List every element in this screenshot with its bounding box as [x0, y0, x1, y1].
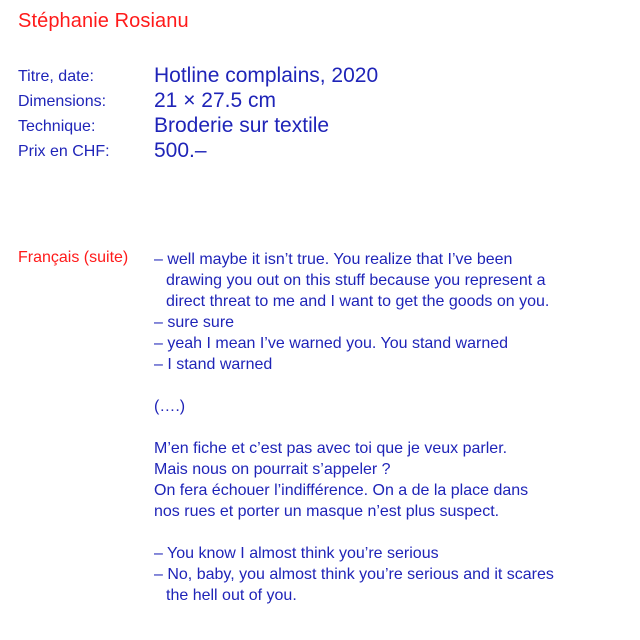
text-line: direct threat to me and I want to get the goods on you.: [166, 293, 550, 310]
spacer: [154, 375, 624, 396]
text-line: – You know I almost think you’re serious: [154, 545, 439, 562]
detail-value: 500.–: [154, 139, 207, 162]
text-line: nos rues et porter un masque n’est plus suspect.: [154, 503, 500, 520]
section-label: Français (suite): [18, 249, 129, 266]
text-line: drawing you out on this stuff because you represent a: [166, 272, 546, 289]
spacer: [154, 522, 624, 543]
text-line: (….): [154, 398, 186, 415]
artist-name: Stéphanie Rosianu: [18, 10, 189, 32]
spacer: [154, 417, 624, 438]
detail-value: 21 × 27.5 cm: [154, 89, 276, 112]
detail-label: Dimensions:: [18, 93, 107, 110]
detail-value: Broderie sur textile: [154, 114, 330, 137]
text-line: Mais nous on pourrait s’appeler ?: [154, 461, 391, 478]
detail-label: Technique:: [18, 118, 96, 135]
body-text: [154, 249, 624, 606]
text-line: – No, baby, you almost think you’re serious and it scares: [154, 566, 554, 583]
text-line: M’en fiche et c’est pas avec toi que je veux parler.: [154, 440, 508, 457]
text-line: On fera échouer l’indifférence. On a de la place dans: [154, 482, 529, 499]
text-line: – I stand warned: [154, 356, 273, 373]
text-line: the hell out of you.: [166, 587, 297, 604]
text-line: – sure sure: [154, 314, 235, 331]
text-line: – yeah I mean I’ve warned you. You stand warned: [154, 335, 509, 352]
detail-value: Hotline complains, 2020: [154, 64, 379, 87]
detail-label: Titre, date:: [18, 68, 94, 85]
text-line: – well maybe it isn’t true. You realize that I’ve been: [154, 251, 513, 268]
detail-label: Prix en CHF:: [18, 143, 110, 160]
